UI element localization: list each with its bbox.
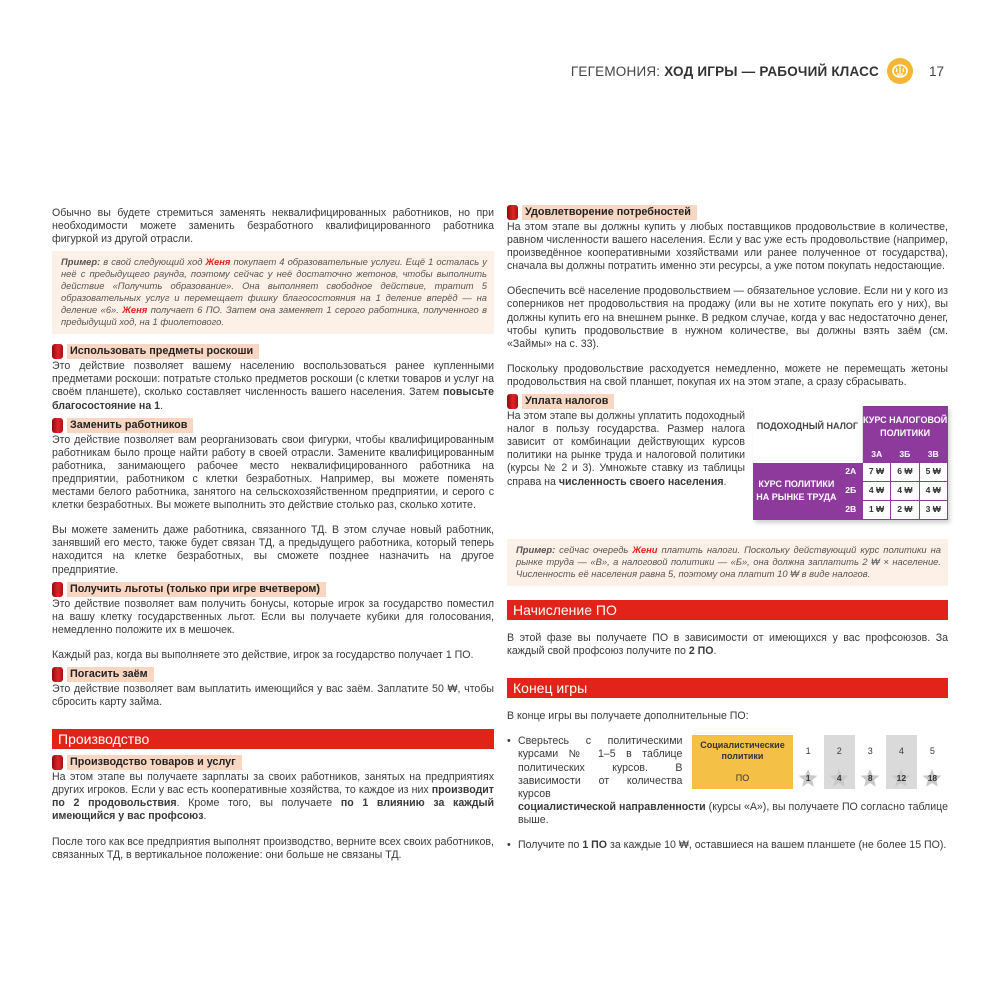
action-cube-icon — [507, 205, 518, 220]
section-bar-vp: Начисление ПО — [507, 600, 948, 620]
player-name: Женя — [122, 304, 148, 316]
left-column — [52, 207, 494, 862]
action-title: Удовлетворение потребностей — [522, 205, 697, 220]
bullet-1-continuation — [518, 801, 948, 827]
star-icon — [921, 768, 943, 788]
benefits-paragraph-2: Каждый раз, когда вы выполняете это действие, игрок за государство получает 1 ПО. — [52, 648, 474, 661]
action-heading-luxury — [52, 344, 494, 359]
needs-paragraph-1: На этом этапе вы должны купить у любых поставщиков продовольствие в количестве, равном численности вашего населения. Если у вас уже есть продовольствие (например, произведённое кооперативными хозяйствами или ранее полученное от государства), сначала вы должны потратить именно эти ресурсы, а уже потом покупать недостающие. — [507, 221, 948, 273]
bullet-1-end: (курсы «А»), вы получаете ПО согласно таблице выше. — [518, 800, 948, 826]
socialist-table-header: Социалистические политики — [692, 735, 792, 767]
header-title-prefix: ГЕГЕМОНИЯ: — [570, 63, 661, 79]
socialist-col: 1 — [805, 745, 811, 756]
example-label: Пример: — [516, 544, 556, 556]
action-title: Производство товаров и услуг — [67, 755, 242, 770]
luxury-end: . — [160, 399, 164, 412]
intro-paragraph: Обычно вы будете стремиться заменять неквалифицированных работников, но при необходимости можете заменить безработного квалифицированного работника фигуркой из другой отрасли. — [52, 207, 494, 246]
vp-text: В этой фазе вы получаете ПО в зависимости от имеющихся у вас профсоюзов. За каждый свой профсоюз получите по — [507, 632, 948, 658]
tax-cell: 4 ₩ — [862, 482, 890, 501]
player-name: Жени — [632, 544, 658, 556]
action-heading-replace — [52, 418, 494, 433]
action-cube-icon — [52, 667, 63, 682]
production-bold: по 1 влиянию за каждый имеющийся у вас профсоюз — [52, 797, 495, 823]
bullet-2-bold: 1 ПО — [582, 838, 608, 851]
example-text: покупает 4 образовательные услуги. Ещё 1 осталась у неё с предыдущего раунда, поэтому сейчас у неё достаточно жетонов, чтобы выполнить действие «Получить образование». Она выполняет свободное действие, тратит 5 образовательных услуг и перемещает фишку благосостояния на 1 деление вперёд — на деление «6». — [61, 256, 487, 316]
vp-end: . — [713, 645, 717, 658]
action-cube-icon — [52, 755, 63, 770]
player-name: Женя — [205, 256, 231, 268]
vp-star — [793, 767, 824, 789]
vp-star — [824, 767, 855, 789]
vp-star — [886, 767, 917, 789]
socialist-col: 2 — [824, 735, 855, 767]
brain-logo-icon — [887, 58, 913, 84]
tax-row-header: 2Б — [840, 482, 863, 501]
tax-col-header: 3В — [919, 448, 947, 463]
tax-cell: 5 ₩ — [919, 463, 947, 482]
tax-policy-header: КУРС НАЛОГОВОЙ ПОЛИТИКИ — [862, 406, 947, 448]
production-text: На этом этапе вы получаете зарплаты за своих работников, занятых на предприятиях других игроков. Если у вас есть кооперативные хозяйства, то каждое из них — [52, 771, 494, 797]
action-heading-loan — [52, 667, 494, 682]
vp-bold: 2 ПО — [688, 645, 714, 658]
tax-table-corner-fill — [753, 448, 862, 463]
star-value: 1 — [805, 773, 811, 784]
example-text: получает 6 ПО. Затем она заменяет 1 серого работника, полученного в предыдущий ход, на 1 фиолетового. — [61, 304, 487, 328]
action-heading-benefits — [52, 582, 494, 597]
example-box-education — [52, 251, 494, 334]
example-label: Пример: — [61, 256, 101, 268]
vp-star — [855, 767, 886, 789]
action-cube-icon — [52, 344, 63, 359]
action-cube-icon — [52, 418, 63, 433]
action-title: Использовать предметы роскоши — [67, 344, 259, 359]
example-text: сейчас очередь — [555, 544, 633, 556]
star-value: 18 — [927, 773, 938, 784]
action-cube-icon — [507, 394, 518, 409]
socialist-col: 3 — [867, 745, 873, 756]
section-bar-production: Производство — [52, 729, 494, 749]
vp-star — [917, 767, 948, 789]
star-icon — [859, 768, 881, 788]
needs-paragraph-3: Поскольку продовольствие расходуется немедленно, можете не перемещать жетоны продовольствия на свой планшет, покупая их на этом этапе, а сразу сбрасывать. — [507, 362, 948, 388]
page-number: 17 — [928, 63, 944, 79]
action-heading-needs — [507, 205, 948, 220]
luxury-paragraph — [52, 360, 494, 412]
action-title: Заменить работников — [67, 418, 193, 433]
tax-cell: 6 ₩ — [891, 463, 919, 482]
action-title: Погасить заём — [67, 667, 154, 682]
loan-paragraph: Это действие позволяет вам выплатить имеющийся у вас заём. Заплатите 50 ₩, чтобы сбросить карту займа. — [52, 682, 494, 709]
tax-section — [507, 410, 948, 520]
star-value: 12 — [896, 773, 907, 784]
endgame-bullet-2 — [507, 839, 948, 852]
production-paragraph-2: После того как все предприятия выполнят производство, верните всех своих работников, связанных ТД, в вертикальное положение: они больше не связаны ТД. — [52, 835, 494, 861]
tax-cell: 3 ₩ — [919, 501, 947, 520]
labor-policy-header: КУРС ПОЛИТИКИ НА РЫНКЕ ТРУДА — [753, 463, 840, 520]
tax-bold: численность своего населения — [558, 475, 724, 488]
tax-cell: 4 ₩ — [919, 482, 947, 501]
bullet-1-bold: социалистической направленности — [518, 800, 706, 813]
endgame-bullet-1 — [507, 735, 948, 827]
example-box-taxes — [507, 539, 948, 586]
bullet-2-start: Получите по — [518, 838, 583, 851]
action-title: Получить льготы (только при игре вчетвером) — [67, 582, 326, 597]
tax-cell: 4 ₩ — [891, 482, 919, 501]
right-column — [507, 205, 948, 852]
needs-paragraph-2: Обеспечить всё население продовольствием — обязательное условие. Если ни у кого из соперников нет продовольствия на продажу (или вы не хотите покупать его у них), вы должны купить его на внешнем рынке. В редком случае, когда у вас недостаточно денег, чтобы купить продовольствие в нужном количестве, вы должны взять заём (см. «Займы» на с. 33). — [507, 285, 948, 350]
production-bold: производит по 2 продовольствия — [52, 784, 494, 810]
production-text: . Кроме того, вы получаете — [176, 797, 341, 810]
star-icon — [797, 768, 819, 788]
replace-paragraph-1: Это действие позволяет вам реорганизовать свои фигурки, чтобы квалифицированным работникам было проще найти работу в своей отрасли. Замените квалифицированным работника, занимающего рабочее место неквалифицированного работника на предприятии, работником с клетки безработных. Например, вы можете поменять местами белого работника, занятого на сельскохозяйственном предприятии, и серого с клетки безработных. Вы можете выполнить это действие столько раз, сколько хотите. — [52, 433, 494, 512]
header-title-main: ХОД ИГРЫ — РАБОЧИЙ КЛАСС — [664, 63, 879, 79]
socialist-col: 4 — [886, 735, 917, 767]
tax-cell: 7 ₩ — [862, 463, 890, 482]
production-text: . — [203, 810, 207, 823]
vp-paragraph — [507, 632, 948, 658]
tax-end: . — [723, 475, 727, 488]
benefits-paragraph-1: Это действие позволяет вам получить бонусы, которые игрок за государство поместил на вашу клетку государственных льгот. Если вы получаете кубики для голосования, немедленно положите их в мешочек. — [52, 597, 494, 636]
example-text: в свой следующий ход — [100, 256, 206, 268]
bullet-2-text — [518, 839, 948, 852]
example-text: платить налоги. Поскольку действующий курс политики на рынке труда — «В», а налоговой политики — «Б», она должна заплатить 2 ₩ × население. Численность её населения равна 5, поэтому она платит 10 ₩ в виде налогов. — [516, 544, 941, 580]
tax-row-header: 2А — [840, 463, 863, 482]
endgame-intro: В конце игры вы получаете дополнительные ПО: — [507, 710, 749, 723]
production-paragraph-1 — [52, 771, 494, 823]
replace-paragraph-2: Вы можете заменить даже работника, связанного ТД. В этом случае новый работник, занявший его место, также будет связан ТД, а предыдущего работника, который теперь находится на клетке безработных, вы сможете позднее назначить на другое предприятие. — [52, 524, 494, 576]
luxury-bold: повысьте благосостояние на 1 — [52, 386, 494, 412]
header-title — [571, 64, 879, 79]
page-header — [571, 58, 944, 84]
luxury-text: Это действие позволяет вашему населению воспользоваться ранее купленными предметами роскоши: потратьте столько предметов роскоши (с клетки товаров и услуг на своём планшете), сколько составляет численность вашего населения. Затем — [52, 360, 494, 399]
tax-paragraph — [507, 410, 745, 520]
socialist-policies-table — [692, 735, 948, 789]
endgame-list — [507, 735, 948, 852]
socialist-col: 5 — [929, 745, 935, 756]
tax-table-corner: ПОДОХОДНЫЙ НАЛОГ — [753, 406, 862, 448]
action-heading-production — [52, 755, 494, 770]
star-icon — [890, 768, 912, 788]
section-bar-endgame: Конец игры — [507, 678, 948, 698]
tax-cell: 1 ₩ — [862, 501, 890, 520]
star-value: 8 — [867, 773, 873, 784]
tax-text: На этом этапе вы должны уплатить подоходный налог в пользу государства. Размер налога зависит от комбинации действующих курсов политики на рынке труда и налоговой политики (курсы № 2 и 3). Умножьте ставку из таблицы справа на — [507, 410, 745, 488]
star-value: 4 — [836, 773, 842, 784]
tax-col-header: 3Б — [891, 448, 919, 463]
socialist-block — [518, 735, 948, 800]
bullet-1-text: • Сверьтесь с политическими курсами № 1–5 в таблице политических курсов. В зависимости от количества курсов — [518, 735, 683, 800]
action-cube-icon — [52, 582, 63, 597]
tax-cell: 2 ₩ — [891, 501, 919, 520]
tax-row-header: 2В — [840, 501, 863, 520]
socialist-row-label: ПО — [692, 767, 792, 789]
bullet-2-end: за каждые 10 ₩, оставшиеся на вашем планшете (не более 15 ПО). — [607, 838, 947, 851]
income-tax-table — [753, 406, 948, 520]
action-title: Уплата налогов — [522, 394, 614, 409]
tax-col-header: 3А — [862, 448, 890, 463]
star-icon — [828, 768, 850, 788]
